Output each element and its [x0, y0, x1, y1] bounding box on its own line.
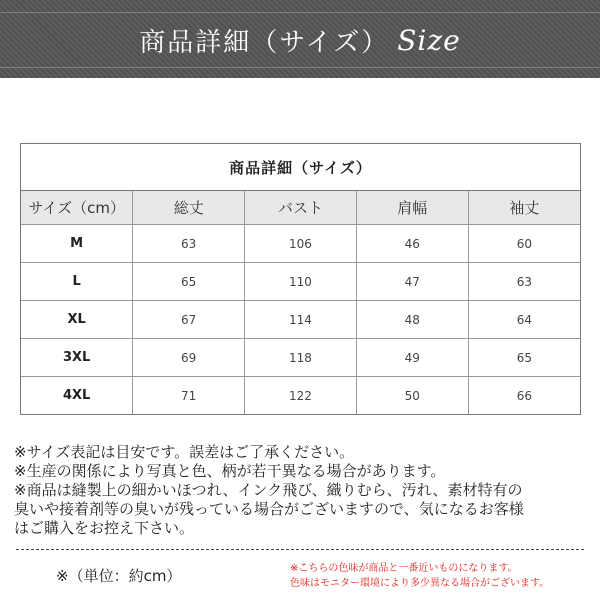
header-sleeve: 袖丈 [468, 191, 580, 225]
size-cell: XL [21, 301, 133, 339]
sleeve-cell: 66 [468, 377, 580, 415]
table-header-row [21, 191, 580, 225]
note-line: はご購入をお控え下さい。 [14, 519, 195, 537]
note-line: ※生産の関係により写真と色、柄が若干異なる場合があります。 [14, 462, 446, 480]
color-note-line: 色味はモニター環境により多少異なる場合がございます。 [290, 578, 550, 589]
size-cell: 4XL [21, 377, 133, 415]
total-length-cell: 67 [133, 301, 245, 339]
sleeve-cell: 60 [468, 225, 580, 263]
bust-cell: 110 [245, 263, 357, 301]
table-row [21, 301, 580, 339]
size-table [20, 143, 581, 415]
banner-strip [0, 12, 600, 68]
total-length-cell: 63 [133, 225, 245, 263]
size-grid [21, 191, 580, 414]
size-cell: 3XL [21, 339, 133, 377]
table-title: 商品詳細（サイズ） [21, 144, 580, 191]
table-row [21, 377, 580, 415]
shoulder-cell: 48 [356, 301, 468, 339]
header-total-length: 総丈 [133, 191, 245, 225]
note-line: ※サイズ表記は目安です。誤差はご了承ください。 [14, 443, 355, 461]
bust-cell: 106 [245, 225, 357, 263]
total-length-cell: 71 [133, 377, 245, 415]
shoulder-cell: 46 [356, 225, 468, 263]
title-banner [0, 0, 600, 78]
header-shoulder: 肩幅 [356, 191, 468, 225]
sleeve-cell: 63 [468, 263, 580, 301]
size-cell: M [21, 225, 133, 263]
header-size: サイズ（cm） [21, 191, 133, 225]
color-note-line: ※こちらの色味が商品と一番近いものになります。 [290, 563, 518, 574]
header-bust: バスト [245, 191, 357, 225]
total-length-cell: 65 [133, 263, 245, 301]
note-line: 臭いや接着剤等の臭いが残っている場合がございますので、気になるお客様 [14, 500, 524, 518]
notes-block [14, 443, 594, 538]
color-note [290, 561, 590, 591]
bust-cell: 122 [245, 377, 357, 415]
shoulder-cell: 47 [356, 263, 468, 301]
table-row [21, 339, 580, 377]
sleeve-cell: 64 [468, 301, 580, 339]
banner-title: 商品詳細（サイズ） [139, 27, 390, 58]
total-length-cell: 69 [133, 339, 245, 377]
dashed-divider [16, 549, 584, 550]
sleeve-cell: 65 [468, 339, 580, 377]
shoulder-cell: 50 [356, 377, 468, 415]
note-line: ※商品は縫製上の細かいほつれ、インク飛び、織りむら、汚れ、素材特有の [14, 481, 523, 499]
table-row [21, 225, 580, 263]
unit-note: ※（単位：約cm） [56, 567, 182, 585]
bust-cell: 114 [245, 301, 357, 339]
size-cell: L [21, 263, 133, 301]
banner-script-text: Size [397, 23, 461, 57]
shoulder-cell: 49 [356, 339, 468, 377]
bust-cell: 118 [245, 339, 357, 377]
table-row [21, 263, 580, 301]
